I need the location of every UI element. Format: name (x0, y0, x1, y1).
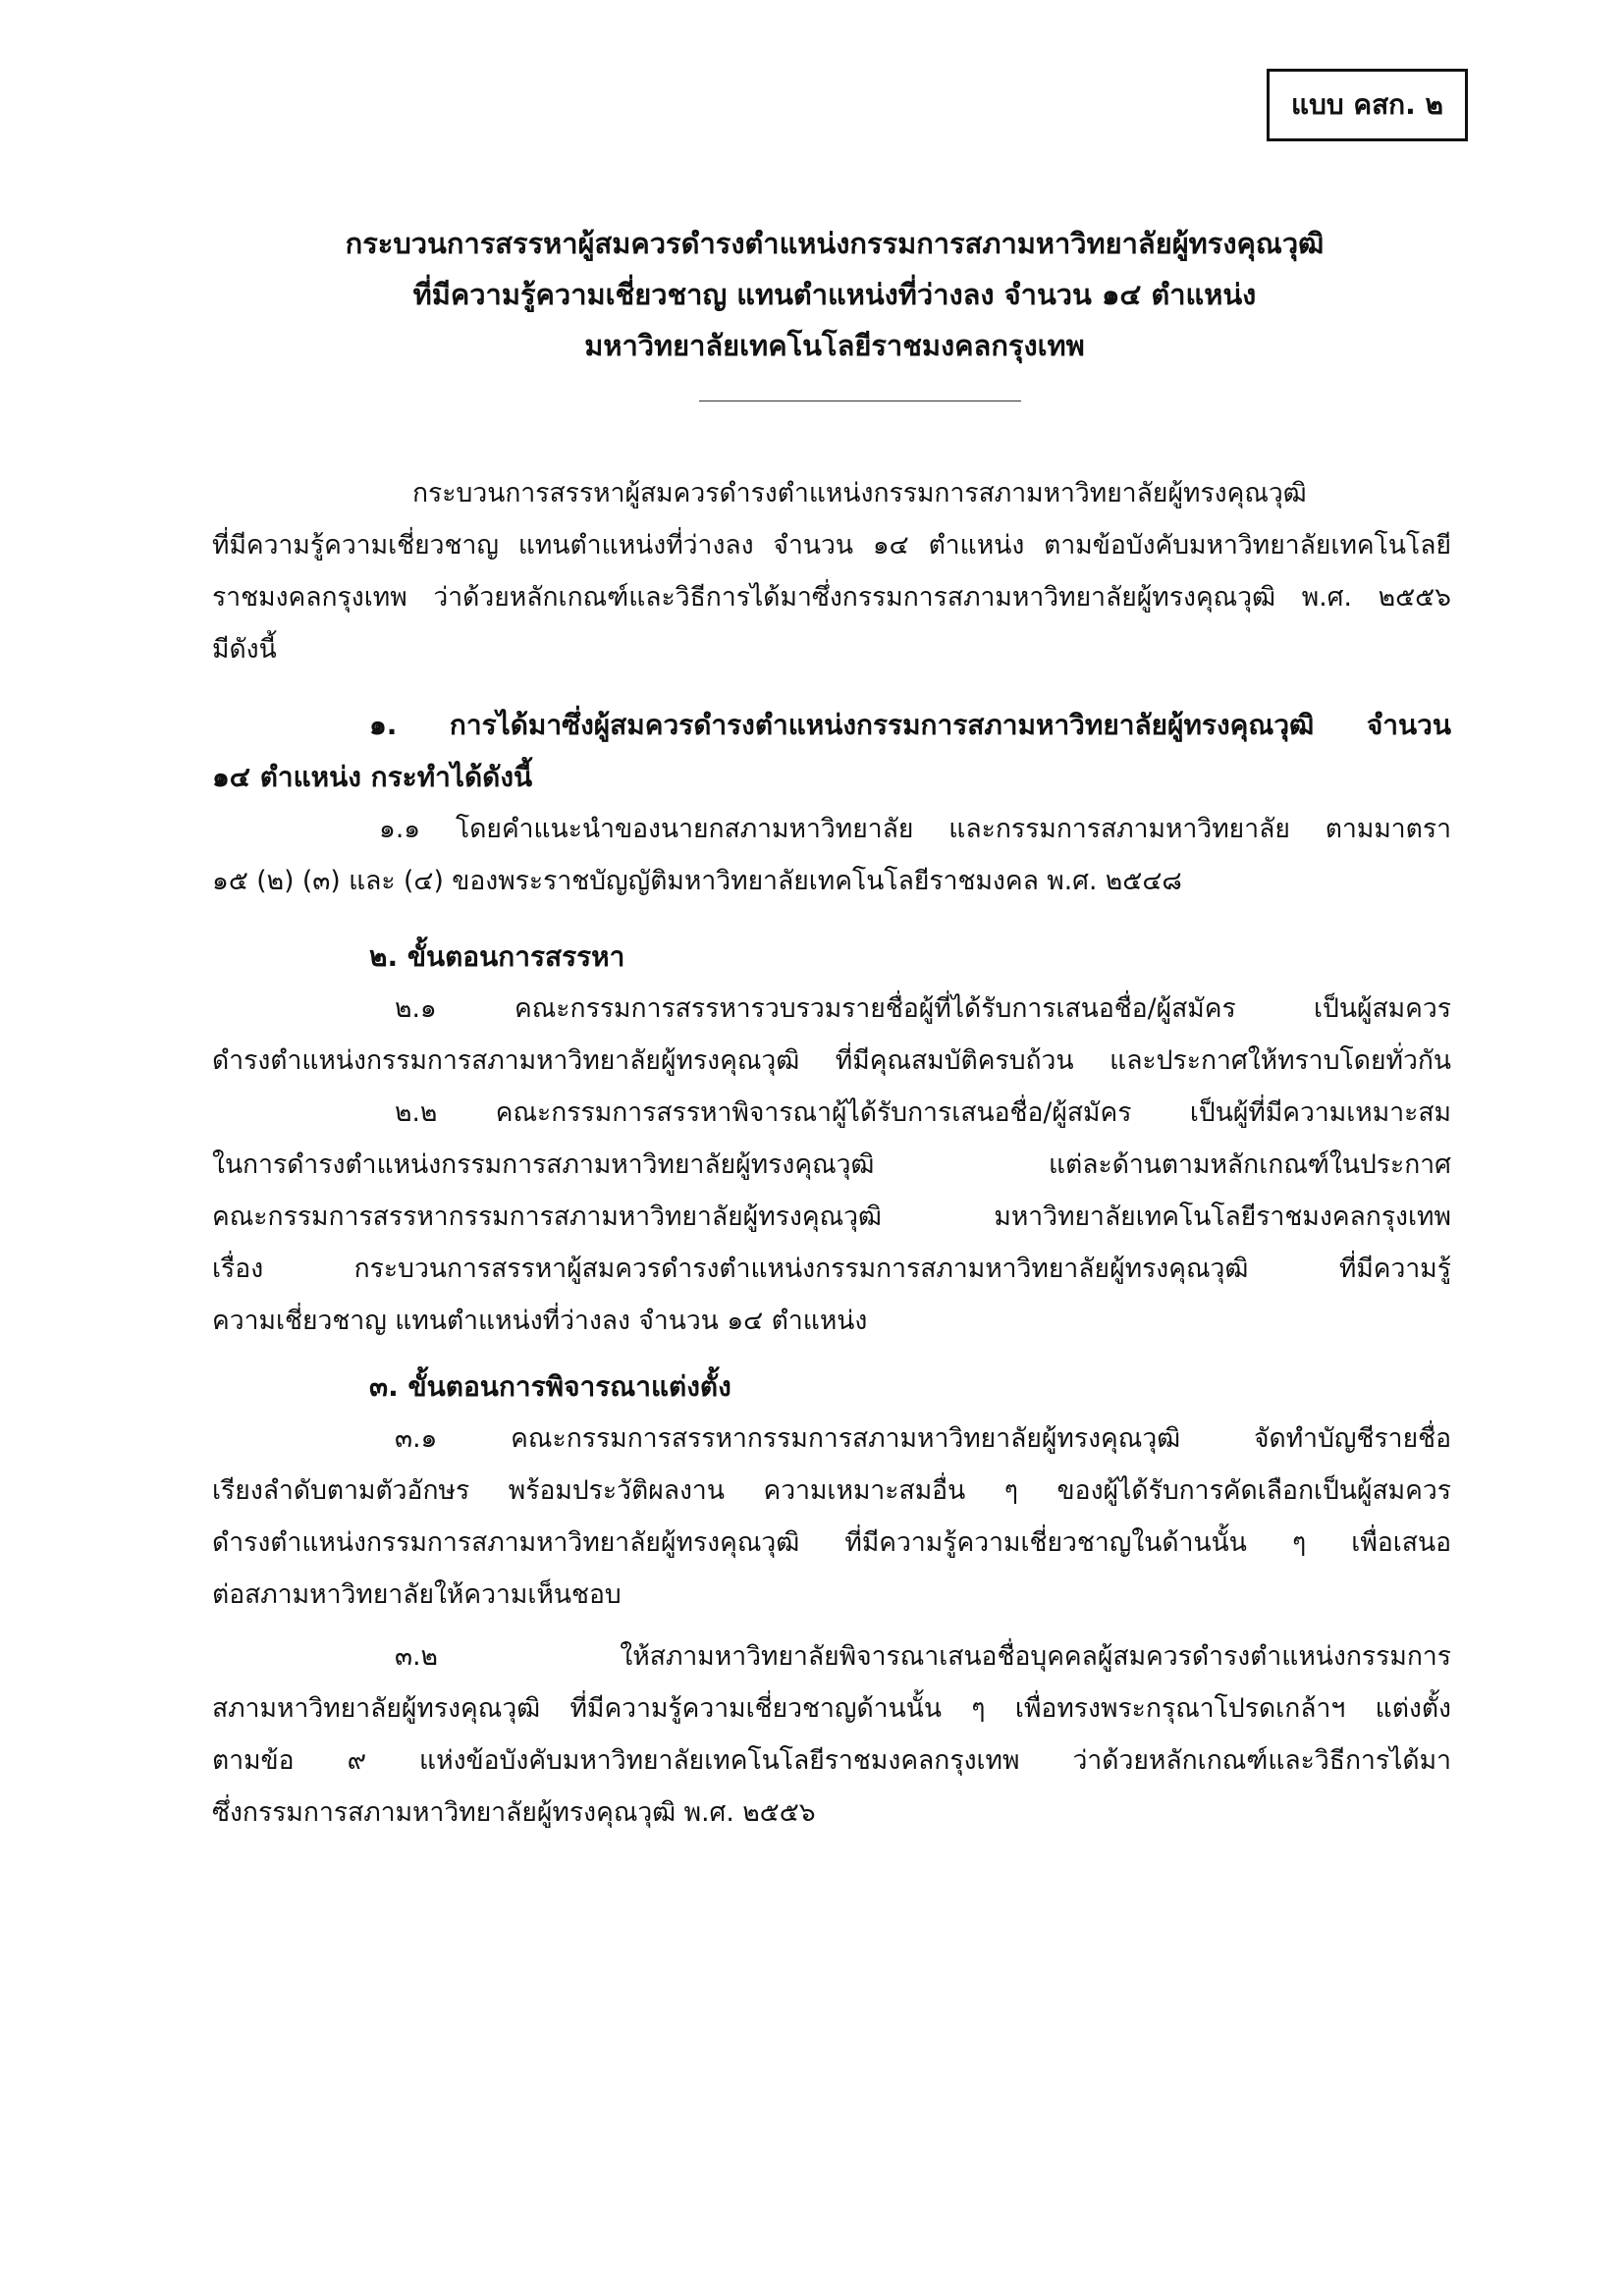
title-line-3: มหาวิทยาลัยเทคโนโลยีราชมงคลกรุงเทพ (584, 329, 1085, 362)
section-1-heading: ๑. การได้มาซึ่งผู้สมควรดำรงตำแหน่งกรรมการสภามหาวิทยาลัยผู้ทรงคุณวุฒิ จำนวน (369, 709, 1451, 741)
section-3-item-2-cont: ซึ่งกรรมการสภามหาวิทยาลัยผู้ทรงคุณวุฒิ พ.ศ. ๒๕๕๖ (212, 1797, 816, 1828)
section-1-heading-cont: ๑๔ ตำแหน่ง กระทำได้ดังนี้ (212, 761, 533, 793)
section-2-item-2: ๒.๒ คณะกรรมการสรรหาพิจารณาผู้ได้รับการเสนอชื่อ/ผู้สมัคร เป็นผู้ที่มีความเหมาะสม (395, 1097, 1451, 1128)
intro-line: ที่มีความรู้ความเชี่ยวชาญ แทนตำแหน่งที่ว่างลง จำนวน ๑๔ ตำแหน่ง ตามข้อบังคับมหาวิทยาลัยเทคโนโลยี (212, 530, 1451, 561)
section-1-item-1-cont: ๑๕ (๒) (๓) และ (๔) ของพระราชบัญญัติมหาวิทยาลัยเทคโนโลยีราชมงคล พ.ศ. ๒๕๔๘ (212, 866, 1182, 896)
section-2-item-2-cont: คณะกรรมการสรรหากรรมการสภามหาวิทยาลัยผู้ทรงคุณวุฒิ มหาวิทยาลัยเทคโนโลยีราชมงคลกรุงเทพ (212, 1201, 1451, 1232)
section-2-item-2-cont: ในการดำรงตำแหน่งกรรมการสภามหาวิทยาลัยผู้ทรงคุณวุฒิ แต่ละด้านตามหลักเกณฑ์ในประกาศ (212, 1149, 1451, 1180)
intro-line: มีดังนี้ (212, 634, 277, 665)
section-3-heading: ๓. ขั้นตอนการพิจารณาแต่งตั้ง (369, 1370, 731, 1403)
form-code-box (1267, 69, 1468, 141)
document-title (216, 218, 1453, 371)
title-divider (699, 400, 1021, 401)
section-3-item-2-cont: ตามข้อ ๙ แห่งข้อบังคับมหาวิทยาลัยเทคโนโลยีราชมงคลกรุงเทพ ว่าด้วยหลักเกณฑ์และวิธีการได้มา (212, 1745, 1451, 1776)
section-2-item-2-cont: เรื่อง กระบวนการสรรหาผู้สมควรดำรงตำแหน่งกรรมการสภามหาวิทยาลัยผู้ทรงคุณวุฒิ ที่มีความรู้ (212, 1254, 1451, 1284)
intro-line: กระบวนการสรรหาผู้สมควรดำรงตำแหน่งกรรมการสภามหาวิทยาลัยผู้ทรงคุณวุฒิ (412, 478, 1307, 508)
title-line-1: กระบวนการสรรหาผู้สมควรดำรงตำแหน่งกรรมการสภามหาวิทยาลัยผู้ทรงคุณวุฒิ (345, 227, 1325, 260)
section-3-item-1: ๓.๑ คณะกรรมการสรรหากรรมการสภามหาวิทยาลัยผู้ทรงคุณวุฒิ จัดทำบัญชีรายชื่อ (395, 1423, 1451, 1454)
section-3-item-2-cont: สภามหาวิทยาลัยผู้ทรงคุณวุฒิ ที่มีความรู้ความเชี่ยวชาญด้านนั้น ๆ เพื่อทรงพระกรุณาโปรดเกล้าฯ แต่งตั้ง (212, 1693, 1451, 1724)
section-3-item-1-cont: เรียงลำดับตามตัวอักษร พร้อมประวัติผลงาน ความเหมาะสมอื่น ๆ ของผู้ได้รับการคัดเลือกเป็นผู้สมควร (212, 1475, 1451, 1506)
form-code: แบบ คสก. ๒ (1291, 88, 1443, 121)
section-2-item-1: ๒.๑ คณะกรรมการสรรหารวบรวมรายชื่อผู้ที่ได้รับการเสนอชื่อ/ผู้สมัคร เป็นผู้สมควร (395, 993, 1451, 1024)
section-2-item-1-cont: ดำรงตำแหน่งกรรมการสภามหาวิทยาลัยผู้ทรงคุณวุฒิ ที่มีคุณสมบัติครบถ้วน และประกาศให้ทราบโดยทั่วกัน (212, 1045, 1451, 1076)
section-3 (212, 1361, 1451, 1839)
section-3-item-1-cont: ต่อสภามหาวิทยาลัยให้ความเห็นชอบ (212, 1579, 622, 1610)
section-3-item-2: ๓.๒ ให้สภามหาวิทยาลัยพิจารณาเสนอชื่อบุคคลผู้สมควรดำรงตำแหน่งกรรมการ (395, 1641, 1451, 1672)
section-2-item-2-cont: ความเชี่ยวชาญ แทนตำแหน่งที่ว่างลง จำนวน ๑๔ ตำแหน่ง (212, 1306, 868, 1336)
section-2-heading: ๒. ขั้นตอนการสรรหา (369, 940, 625, 973)
intro-line: ราชมงคลกรุงเทพ ว่าด้วยหลักเกณฑ์และวิธีการได้มาซึ่งกรรมการสภามหาวิทยาลัยผู้ทรงคุณวุฒิ พ.ศ. ๒๕๕๖ (212, 582, 1451, 613)
section-1 (212, 699, 1451, 907)
intro-paragraph (212, 467, 1451, 675)
title-line-2: ที่มีความรู้ความเชี่ยวชาญ แทนตำแหน่งที่ว่างลง จำนวน ๑๔ ตำแหน่ง (412, 278, 1257, 311)
section-3-item-1-cont: ดำรงตำแหน่งกรรมการสภามหาวิทยาลัยผู้ทรงคุณวุฒิ ที่มีความรู้ความเชี่ยวชาญในด้านนั้น ๆ เพื่อเสนอ (212, 1527, 1451, 1558)
section-2 (212, 931, 1451, 1347)
section-1-item-1: ๑.๑ โดยคำแนะนำของนายกสภามหาวิทยาลัย และกรรมการสภามหาวิทยาลัย ตามมาตรา (379, 814, 1451, 844)
